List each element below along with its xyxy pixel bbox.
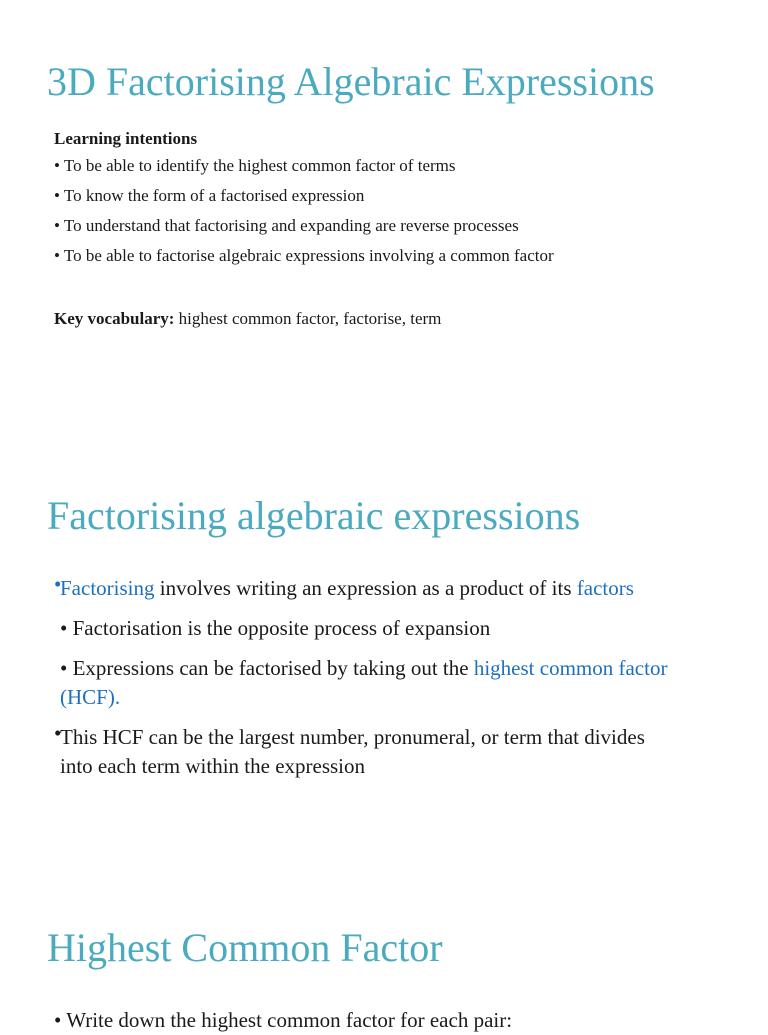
factorising-bullet-list: [54, 574, 674, 781]
term-factorising: Factorising: [60, 576, 155, 600]
slide-title-factorising-algebraic: Factorising algebraic expressions: [47, 493, 581, 538]
bullet-item: [54, 614, 674, 643]
learning-intention-item: • To be able to identify the highest common factor of terms: [54, 156, 456, 175]
learning-intentions-heading: Learning intentions: [54, 129, 198, 148]
learning-intentions-list: [54, 151, 734, 271]
bullet-text: This HCF can be the largest number, pronumeral, or term that divides into each term within the expression: [60, 725, 645, 778]
key-vocabulary-terms: highest common factor, factorise, term: [174, 309, 442, 328]
hcf-instruction: • Write down the highest common factor for each pair:: [54, 1008, 513, 1032]
bullet-dot: •: [54, 572, 62, 596]
learning-intention-item: • To know the form of a factorised expression: [54, 186, 365, 205]
key-vocabulary-label: Key vocabulary:: [54, 309, 175, 328]
learning-intention-item: • To be able to factorise algebraic expressions involving a common factor: [54, 246, 554, 265]
bullet-item: [54, 723, 674, 781]
slide-title-highest-common-factor: Highest Common Factor: [47, 925, 443, 970]
term-factors: factors: [576, 576, 634, 600]
slide-title-factorising-expressions: 3D Factorising Algebraic Expressions: [47, 59, 655, 104]
bullet-item: [54, 654, 674, 712]
key-vocabulary: [54, 306, 441, 332]
bullet-dot: •: [54, 721, 62, 745]
bullet-text: involves writing an expression as a product of its: [154, 576, 577, 600]
bullet-item: [54, 574, 674, 603]
bullet-text: Factorisation is the opposite process of expansion: [72, 616, 491, 640]
bullet-dot-inline: •: [60, 656, 68, 680]
learning-intentions: [54, 127, 734, 271]
bullet-text: Expressions can be factorised by taking out the: [72, 656, 474, 680]
bullet-dot-inline: •: [60, 616, 68, 640]
term-hcf: highest common factor (HCF).: [60, 656, 668, 709]
learning-intention-item: • To understand that factorising and expanding are reverse processes: [54, 216, 519, 235]
